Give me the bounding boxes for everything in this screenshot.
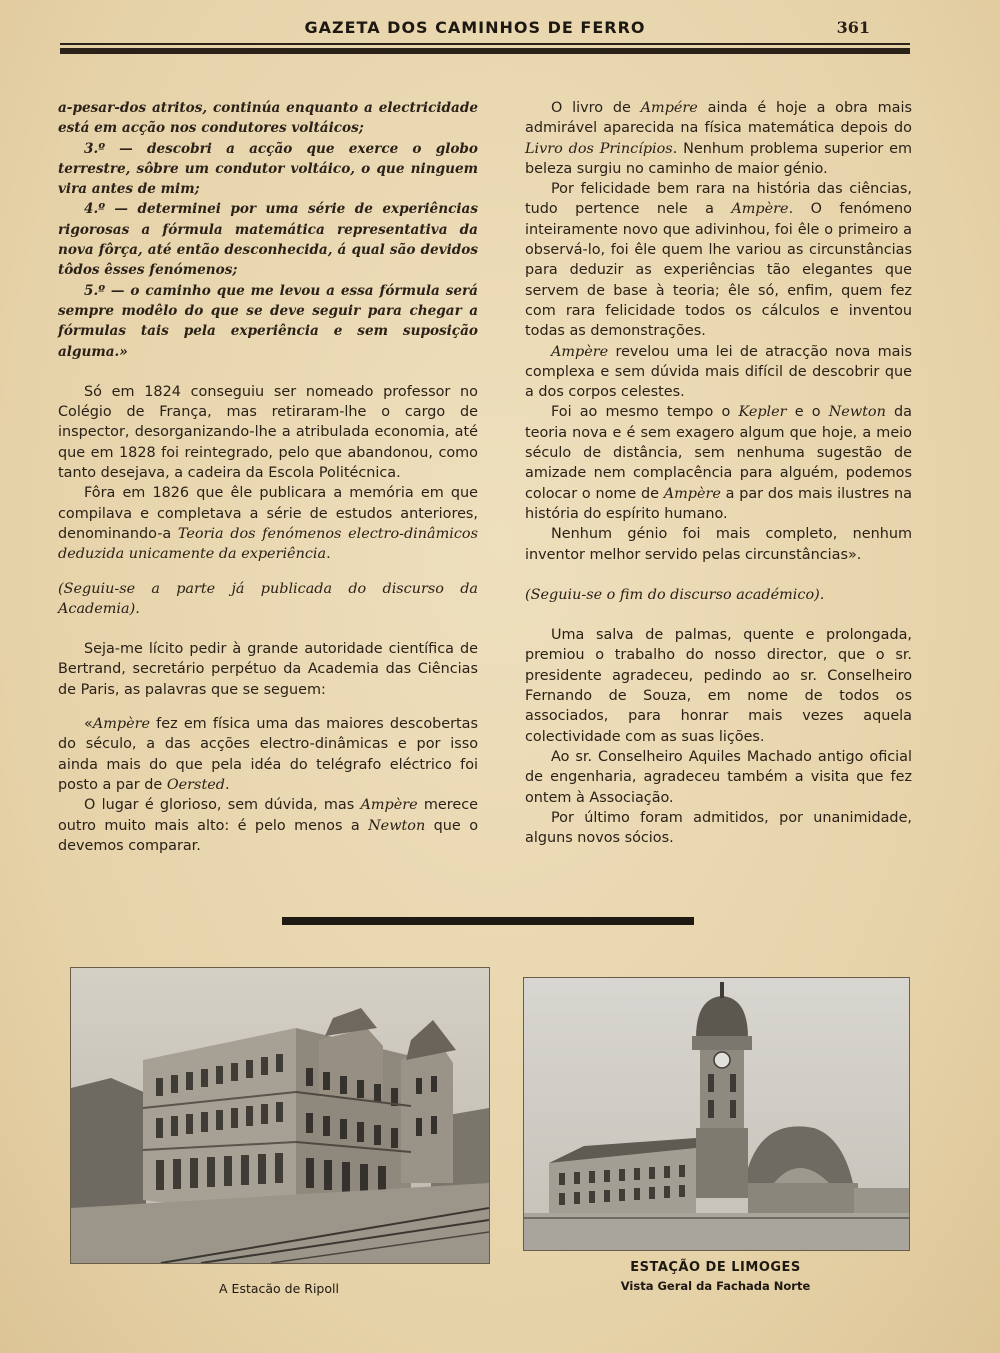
- paragraph: Ao sr. Conselheiro Aquiles Machado antigo oficial de engenharia, agradeceu também a visita que fez ontem à Associação.: [525, 748, 912, 806]
- editor-note: (Seguiu-se o fim do discurso académico).: [525, 586, 825, 603]
- name-ampere: Ampère: [360, 797, 418, 814]
- name-ampere: Ampére: [640, 100, 698, 116]
- section-divider: [282, 917, 694, 925]
- text-run: que o devemos comparar.: [58, 817, 478, 854]
- paragraph: [58, 483, 478, 564]
- text-run: da teoria nova e é sem exagero algum que hoje, a meio século de distância, sem nenhuma sugestão de amizade nem complacência para alguém, podemos colocar o nome de: [525, 404, 912, 502]
- quote-line: a-pesar-dos atritos, continúa enquanto a electricidade está em acção nos condutores voltáicos;: [58, 100, 478, 137]
- text-run: Fôra em 1826 que êle publicara a memória em que compilava e completava a série de estudos anteriores, denominando-a: [58, 485, 478, 542]
- ampere-quote: [58, 98, 478, 362]
- name-ampere: Ampère: [731, 201, 789, 218]
- header-rule-thin: [60, 43, 910, 45]
- text-run: .: [224, 776, 230, 793]
- name-ampere: Ampère: [663, 485, 721, 502]
- photo-title: ESTAÇÃO DE LIMOGES: [630, 1260, 801, 1275]
- editor-note: (Seguiu-se a parte já publicada do discurso da Academia).: [58, 580, 478, 617]
- paragraph: Uma salva de palmas, quente e prolongada, premiou o trabalho do nosso director, que o sr. presidente agradeceu, pedindo ao sr. Conselheiro Fernando de Souza, em nome de todos os associados, para honrar mais vezes aquela colectividade com as suas lições.: [525, 627, 912, 745]
- paragraph: Seja-me lícito pedir à grande autoridade científica de Bertrand, secretário perpétuo da Academia das Ciências de Paris, as palavras que se seguem:: [58, 641, 478, 698]
- photo-ripoll-station: [70, 967, 490, 1264]
- quote-line: 3.º — descobri a acção que exerce o globo terrestre, sôbre um condutor voltáico, o que ninguem vira antes de mim;: [58, 140, 478, 198]
- paragraph: [58, 714, 478, 795]
- paragraph: Nenhum génio foi mais completo, nenhum inventor melhor servido pelas circunstâncias».: [525, 526, 912, 563]
- text-run: Foi ao mesmo tempo o: [551, 404, 739, 421]
- text-run: . O fenómeno inteiramente novo que adivinhou, foi êle o primeiro a observá-lo, foi êle quem lhe variou as circunstâncias para deduzir as experiências tão elegantes que servem de base à teoria; êle só, enfim, quem fez com rara felicidade todos os cálculos e inventou todas as demonstrações.: [525, 201, 912, 340]
- text-run: a par dos mais ilustres na história do espírito humano.: [525, 485, 912, 522]
- paragraph: [525, 179, 912, 341]
- paragraph: [525, 402, 912, 524]
- header-rule-thick: [60, 48, 910, 54]
- name-ampere: Ampère: [92, 716, 150, 733]
- paragraph: [525, 342, 912, 403]
- text-run: revelou uma lei de atracção nova mais complexa e sem dúvida mais difícil de descobrir que a dos corpos celestes.: [525, 343, 912, 401]
- text-run: .: [326, 546, 331, 563]
- limoges-station-image: [524, 978, 909, 1250]
- name-newton: Newton: [368, 817, 426, 834]
- paragraph: Só em 1824 conseguiu ser nomeado professor no Colégio de França, mas retiraram-lhe o cargo de inspector, desorganizando-lhe a atribulada economia, até que em 1828 foi reintegrado, pelo que abandonou, como tanto desejava, a cadeira da Escola Politécnica.: [58, 383, 478, 482]
- photo-caption: A Estacão de Ripoll: [219, 1281, 339, 1296]
- text-run: «: [84, 716, 93, 733]
- text-run: e o: [786, 404, 829, 421]
- name-newton: Newton: [828, 404, 886, 421]
- name-kepler: Kepler: [738, 404, 787, 421]
- photo-limoges-station: [523, 977, 910, 1251]
- text-run: O livro de: [551, 100, 641, 116]
- book-title: Livro dos Princípios: [525, 140, 673, 157]
- text-run: O lugar é glorioso, sem dúvida, mas: [84, 797, 361, 814]
- text-run: fez em física uma das maiores descobertas do século, a das acções electro-dinâmicas e por isso ainda mais do que pela idéa do telégrafo eléctrico foi posto a par de: [58, 716, 478, 793]
- quote-line: 5.º — o caminho que me levou a essa fórmula será sempre modêlo do que se deve seguir para chegar a fórmulas tais pela experiência e sem suposição alguma.»: [58, 282, 478, 360]
- text-run: merece outro muito mais alto: é pelo menos a: [58, 797, 478, 834]
- page-header: [60, 14, 910, 54]
- name-oersted: Oersted: [166, 776, 225, 793]
- photo-subtitle: Vista Geral da Fachada Norte: [620, 1279, 811, 1293]
- text-run: Por felicidade bem rara na história das ciências, tudo pertence nele a: [525, 181, 912, 218]
- name-ampere: Ampère: [551, 343, 609, 360]
- paragraph: [525, 98, 912, 179]
- quote-line: 4.º — determinei por uma série de experiências rigorosas a fórmula matemática representativa da nova fôrça, até então desconhecida, á qual são devidos tôdos êsses fenómenos;: [58, 201, 478, 279]
- page-number: 361: [836, 18, 870, 37]
- left-column: [58, 98, 478, 856]
- right-column: [525, 98, 912, 848]
- paragraph: Por último foram admitidos, por unanimidade, alguns novos sócios.: [525, 809, 912, 847]
- publication-title: GAZETA DOS CAMINHOS DE FERRO: [304, 18, 646, 37]
- book-title: Teoria dos fenómenos electro-dinâmicos deduzida unicamente da experiência: [58, 525, 478, 563]
- paragraph: [58, 795, 478, 856]
- text-run: . Nenhum problema superior em beleza surgiu no caminho de maior génio.: [525, 140, 912, 177]
- ripoll-station-image: [71, 968, 489, 1263]
- text-run: ainda é hoje a obra mais admirável aparecida na física matemática depois do: [525, 100, 912, 137]
